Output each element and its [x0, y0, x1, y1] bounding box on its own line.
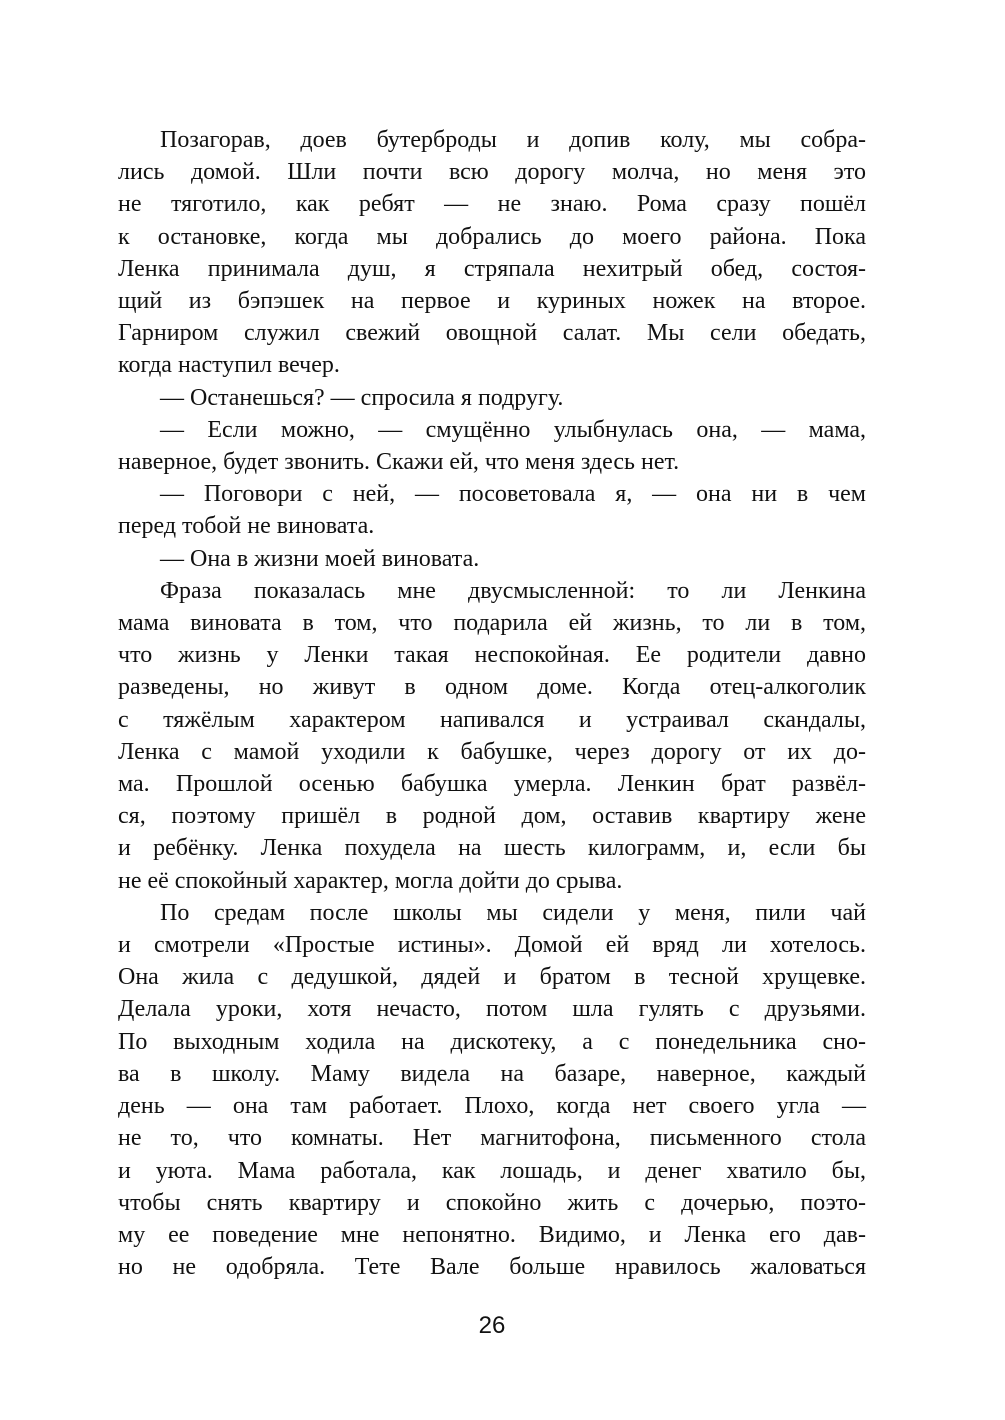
text-line: ся, поэтому пришёл в родной дом, оставив квартиру жене: [118, 803, 866, 830]
text-line: и уюта. Мама работала, как лошадь, и денег хватило бы,: [118, 1157, 866, 1184]
text-line: — Если можно, — смущённо улыбнулась она, — мама,: [160, 416, 866, 443]
text-line: По выходным ходила на дискотеку, а с понедельника сно-: [118, 1028, 866, 1055]
text-line: не тяготило, как ребят — не знаю. Рома сразу пошёл: [118, 191, 866, 218]
text-line: не то, что комнаты. Нет магнитофона, письменного стола: [118, 1125, 866, 1152]
paragraph: [118, 478, 866, 542]
text-line: с тяжёлым характером напивался и устраивал скандалы,: [118, 706, 866, 733]
text-line: Делала уроки, хотя нечасто, потом шла гулять с друзьями.: [118, 996, 866, 1023]
text-line: наверное, будет звонить. Скажи ей, что меня здесь нет.: [118, 449, 680, 476]
text-line: когда наступил вечер.: [118, 352, 340, 379]
text-line: Она жила с дедушкой, дядей и братом в тесной хрущевке.: [118, 964, 866, 991]
paragraph: [118, 382, 866, 414]
text-line: ва в школу. Маму видела на базаре, наверное, каждый: [118, 1060, 866, 1087]
page-text: [118, 124, 866, 1283]
text-line: к остановке, когда мы добрались до моего района. Пока: [118, 223, 866, 250]
text-line: Ленка принимала душ, я стряпала нехитрый обед, состоя-: [118, 255, 866, 282]
text-line: чтобы снять квартиру и спокойно жить с дочерью, поэто-: [118, 1189, 866, 1216]
text-line: Ленка с мамой уходили к бабушке, через дорогу от их до-: [118, 738, 866, 765]
text-line: лись домой. Шли почти всю дорогу молча, но меня это: [118, 159, 866, 186]
text-line: Фраза показалась мне двусмысленной: то ли Ленкина: [160, 577, 866, 604]
paragraph: [118, 897, 866, 1283]
paragraph: [118, 575, 866, 897]
text-line: но не одобряла. Тете Вале больше нравилось жаловаться: [118, 1254, 866, 1281]
text-line: что жизнь у Ленки такая неспокойная. Ее родители давно: [118, 642, 866, 669]
text-line: Гарниром служил свежий овощной салат. Мы сели обедать,: [118, 320, 866, 347]
text-line: день — она там работает. Плохо, когда нет своего угла —: [118, 1093, 866, 1120]
text-line: му ее поведение мне непонятно. Видимо, и Ленка его дав-: [118, 1221, 866, 1248]
page-number: 26: [478, 1312, 506, 1339]
text-line: ма. Прошлой осенью бабушка умерла. Ленкин брат развёл-: [118, 771, 866, 798]
paragraph: [118, 124, 866, 382]
text-line: — Поговори с ней, — посоветовала я, — она ни в чем: [160, 481, 866, 508]
text-line: — Она в жизни моей виновата.: [160, 545, 480, 572]
text-line: разведены, но живут в одном доме. Когда отец-алкоголик: [118, 674, 866, 701]
text-line: мама виновата в том, что подарила ей жизнь, то ли в том,: [118, 610, 866, 637]
text-line: щий из бэпэшек на первое и куриных ножек на второе.: [118, 288, 866, 315]
text-line: и смотрели «Простые истины». Домой ей вряд ли хотелось.: [118, 932, 866, 959]
paragraph: [118, 414, 866, 478]
text-line: — Останешься? — спросила я подругу.: [160, 384, 564, 411]
paragraph: [118, 543, 866, 575]
text-line: Позагорав, доев бутерброды и допив колу, мы собра-: [160, 127, 866, 153]
text-line: перед тобой не виновата.: [118, 513, 375, 540]
text-line: По средам после школы мы сидели у меня, пили чай: [160, 899, 866, 926]
text-line: и ребёнку. Ленка похудела на шесть килограмм, и, если бы: [118, 835, 866, 862]
text-line: не её спокойный характер, могла дойти до срыва.: [118, 867, 623, 894]
